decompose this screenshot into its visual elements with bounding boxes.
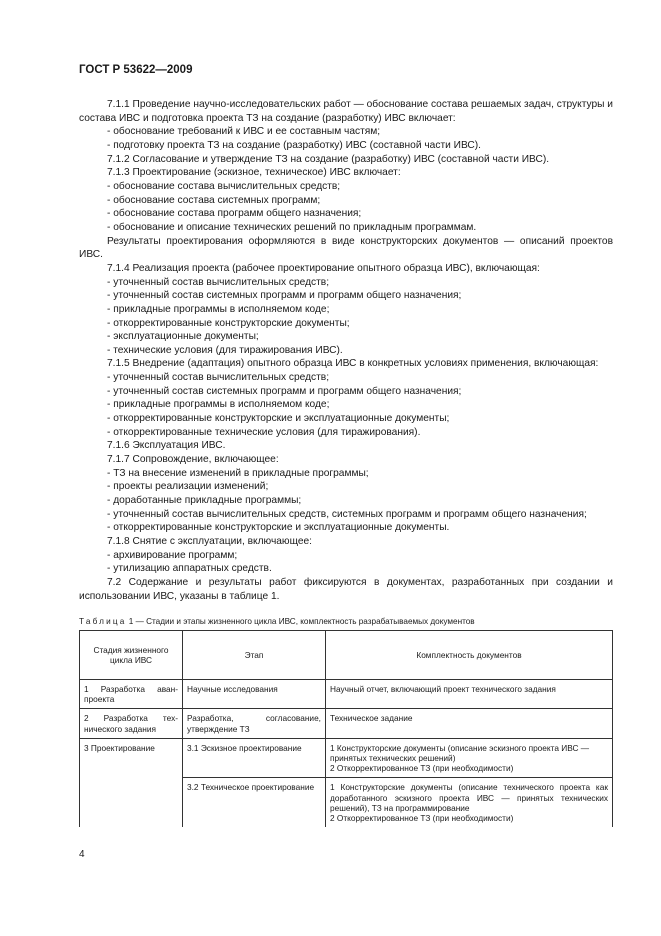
list-item: - откорректированные конструкторские и эксплуатационные документы; <box>107 413 450 425</box>
document-header: ГОСТ Р 53622—2009 <box>79 64 193 76</box>
paragraph: 7.1.4 Реализация проекта (рабочее проектирование опытного образца ИВС), включающая: <box>107 262 540 274</box>
list-item: - ТЗ на внесение изменений в прикладные программы; <box>107 467 369 479</box>
table-row <box>80 709 613 738</box>
body-text <box>79 98 613 603</box>
table-caption-label: Таблица <box>79 617 127 626</box>
list-item: - откорректированные конструкторские и эксплуатационные документы. <box>107 522 450 534</box>
header-cell-docs: Комплектность документов <box>326 631 613 680</box>
page-number: 4 <box>79 849 85 860</box>
cell-step: 3.2 Техническое проектирование <box>183 778 326 827</box>
table-caption <box>79 617 475 626</box>
cell-stage: 1 Разработка аванпроекта <box>80 680 183 709</box>
table-caption-text: 1 — Стадии и этапы жизненного цикла ИВС, комплектность разрабатываемых документов <box>128 617 475 626</box>
list-item: - доработанные прикладные программы; <box>107 495 302 507</box>
cell-docs <box>326 738 613 778</box>
cell-docs-text: 1 Конструкторские документы (описание технического проекта как доработанного эскизного проекта ИВС — принятых технических решений), ТЗ на программирование 2 Откорректированное ТЗ (при необходимости) <box>330 782 608 824</box>
list-item: - утилизацию аппаратных средств. <box>107 563 272 575</box>
table-row <box>80 680 613 709</box>
cell-docs: Техническое задание <box>326 709 613 738</box>
list-item: - уточненный состав системных программ и программ общего назначения; <box>107 290 462 302</box>
paragraph: 7.1.6 Эксплуатация ИВС. <box>107 440 226 452</box>
cell-step: 3.1 Эскизное проектирование <box>183 738 326 778</box>
list-item: - уточненный состав вычислительных средств; <box>107 372 330 384</box>
cell-stage: 2 Разработка технического задания <box>80 709 183 738</box>
paragraph: 7.1.3 Проектирование (эскизное, техническое) ИВС включает: <box>107 167 401 179</box>
paragraph: 7.1.1 Проведение научно-исследовательских работ — обоснование состава решаемых задач, структуры и состава ИВС и подготовка проекта ТЗ на создание (разработку) ИВС включает: <box>79 99 613 124</box>
paragraph: 7.2 Содержание и результаты работ фиксируются в документах, разработанных при создании и использовании ИВС, указаны в таблице 1. <box>79 576 613 602</box>
header-cell-stage: Стадия жизненного цикла ИВС <box>80 631 183 680</box>
header-cell-step: Этап <box>183 631 326 680</box>
list-item: - обоснование и описание технических решений по прикладным программам. <box>107 221 477 233</box>
list-item: - проекты реализации изменений; <box>107 481 269 493</box>
table-header-row <box>80 631 613 680</box>
list-item: - подготовку проекта ТЗ на создание (разработку) ИВС (составной части ИВС). <box>107 139 481 151</box>
cell-stage: 3 Проектирование <box>80 738 183 827</box>
lifecycle-table <box>79 630 613 827</box>
paragraph: 7.1.2 Согласование и утверждение ТЗ на создание (разработку) ИВС (составной части ИВС). <box>107 153 550 165</box>
list-item: - обоснование требований к ИВС и ее составным частям; <box>107 126 381 138</box>
paragraph: 7.1.5 Внедрение (адаптация) опытного образца ИВС в конкретных условиях применения, включающая: <box>107 358 599 370</box>
cell-docs: Научный отчет, включающий проект технического задания <box>326 680 613 709</box>
list-item: - уточненный состав вычислительных средств, системных программ и программ общего назначения; <box>107 508 587 520</box>
list-item: - уточненный состав вычислительных средств; <box>107 276 330 288</box>
cell-step: Научные исследования <box>183 680 326 709</box>
paragraph: Результаты проектирования оформляются в виде конструкторских документов — описаний проектов ИВС. <box>79 235 613 261</box>
list-item: - откорректированные конструкторские документы; <box>107 317 350 329</box>
paragraph: 7.1.8 Снятие с эксплуатации, включающее: <box>107 536 312 547</box>
list-item: - технические условия (для тиражирования ИВС). <box>107 344 343 356</box>
list-item: - обоснование состава вычислительных средств; <box>107 180 341 192</box>
list-item: - обоснование состава системных программ; <box>107 194 321 206</box>
list-item: - архивирование программ; <box>107 549 238 561</box>
list-item: - эксплуатационные документы; <box>107 331 259 343</box>
list-item: - уточненный состав системных программ и программ общего назначения; <box>107 385 462 397</box>
cell-docs-text: 1 Конструкторские документы (описание эскизного проекта ИВС — принятых технических решений) 2 Откорректированное ТЗ (при необходимости) <box>330 742 590 774</box>
table-row <box>80 738 613 778</box>
paragraph: 7.1.7 Сопровождение, включающее: <box>107 454 279 466</box>
cell-step: Разработка, согласование, утверждение ТЗ <box>183 709 326 738</box>
list-item: - прикладные программы в исполняемом коде; <box>107 303 330 315</box>
list-item: - обоснование состава программ общего назначения; <box>107 208 362 220</box>
list-item: - прикладные программы в исполняемом коде; <box>107 399 330 411</box>
list-item: - откорректированные технические условия (для тиражирования). <box>107 426 421 438</box>
cell-docs <box>326 778 613 827</box>
